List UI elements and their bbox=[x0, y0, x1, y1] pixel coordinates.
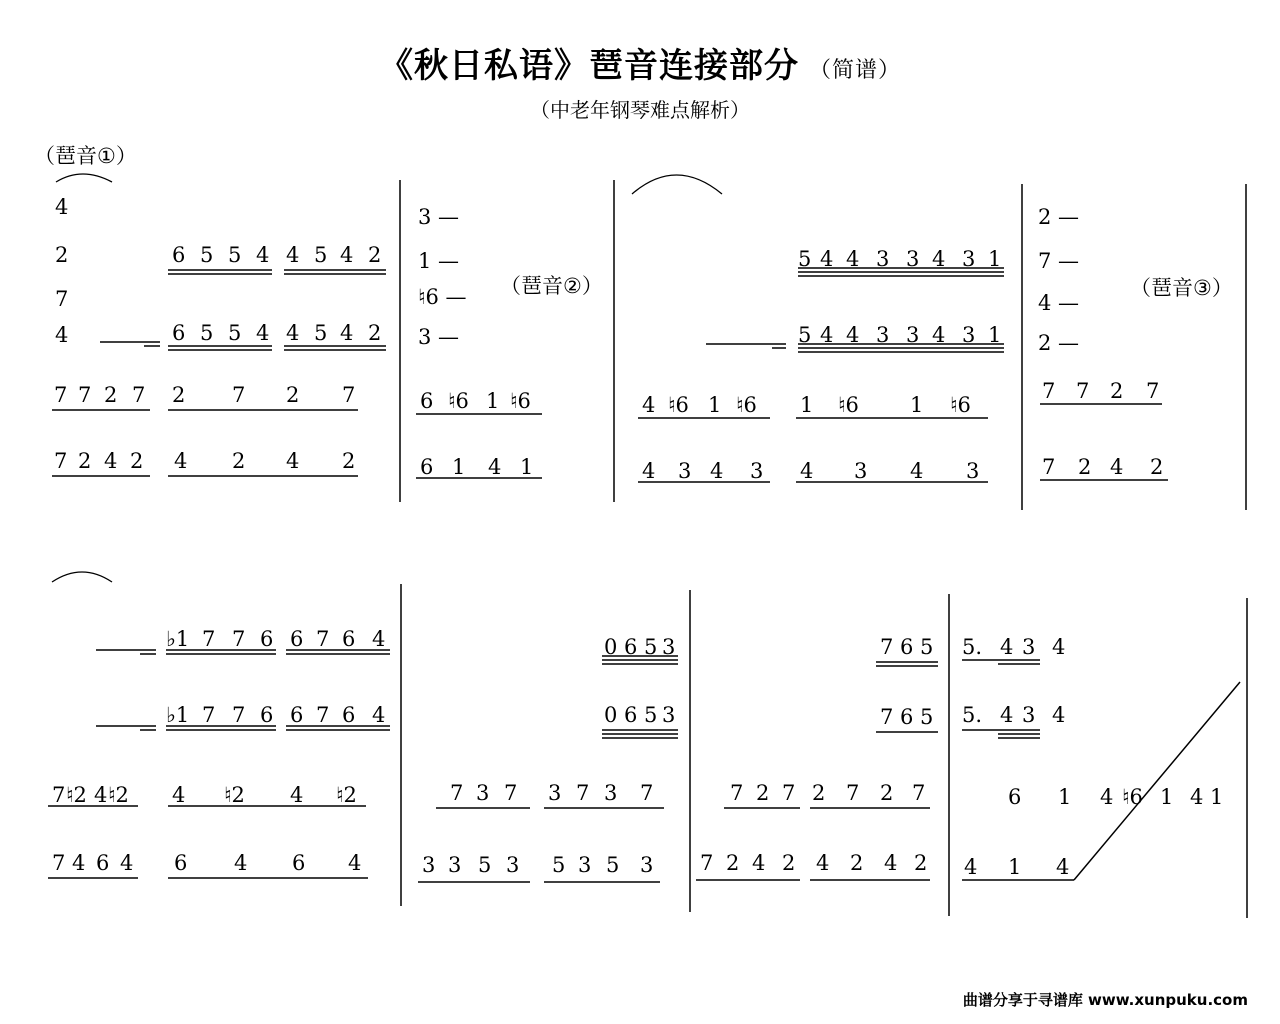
note-glyph: 1 bbox=[708, 393, 722, 417]
note-glyph: 3 bbox=[640, 853, 654, 877]
note-glyph: 3 bbox=[1022, 703, 1036, 727]
note-glyph: ♭1 bbox=[166, 627, 190, 651]
note-glyph: 3 bbox=[604, 781, 618, 805]
title-note: （简谱） bbox=[808, 58, 901, 83]
note-glyph: 7 bbox=[316, 627, 330, 651]
note-glyph: 1 bbox=[1058, 785, 1072, 809]
note-glyph: 5 bbox=[644, 635, 658, 659]
note-glyph: ♮6 bbox=[668, 393, 689, 417]
note-glyph: 3 bbox=[662, 703, 676, 727]
note-glyph: 4 bbox=[55, 195, 69, 219]
note-glyph: 2 bbox=[172, 383, 186, 407]
note-glyph: 3 bbox=[662, 635, 676, 659]
note-glyph: 4 bbox=[286, 243, 300, 267]
note-glyph: 5 bbox=[314, 243, 328, 267]
note-glyph: 3 — bbox=[418, 325, 460, 349]
note-glyph: 4 bbox=[172, 783, 186, 807]
note-glyph: 5 bbox=[920, 705, 934, 729]
note-glyph: 3 bbox=[578, 853, 592, 877]
note-glyph: 4 bbox=[348, 851, 362, 875]
note-glyphs bbox=[52, 195, 1223, 879]
note-glyph: 1 bbox=[1008, 855, 1022, 879]
note-glyph: 3 bbox=[750, 459, 764, 483]
note-glyph: 5 bbox=[798, 247, 812, 271]
slur bbox=[56, 174, 112, 182]
note-glyph: 5 bbox=[478, 853, 492, 877]
note-glyph: 3 — bbox=[418, 205, 460, 229]
note-glyph: 7 bbox=[342, 383, 356, 407]
note-glyph: 5 bbox=[200, 321, 214, 345]
note-glyph: 6 bbox=[420, 455, 434, 479]
slurs bbox=[52, 174, 722, 582]
note-glyph: 4 bbox=[710, 459, 724, 483]
note-glyph: 6 bbox=[290, 627, 304, 651]
note-glyph: 2 — bbox=[1038, 205, 1080, 229]
note-glyph: 1 bbox=[452, 455, 466, 479]
slur bbox=[52, 572, 112, 582]
section-label-arpeggio-2: （琶音②） bbox=[500, 274, 603, 298]
page-subtitle: （中老年钢琴难点解析） bbox=[530, 98, 750, 122]
note-glyph: 6 bbox=[900, 705, 914, 729]
note-glyph: 6 bbox=[292, 851, 306, 875]
note-glyph: 3 bbox=[876, 323, 890, 347]
note-glyph: 7 bbox=[912, 781, 926, 805]
note-glyph: 4 bbox=[820, 323, 834, 347]
note-glyph: 1 bbox=[910, 393, 924, 417]
note-glyph: 7 bbox=[54, 449, 68, 473]
note-glyph: 7 — bbox=[1038, 249, 1080, 273]
note-glyph: 6 bbox=[260, 627, 274, 651]
note-glyph: 3 bbox=[906, 247, 920, 271]
note-glyph: 4 bbox=[1052, 703, 1066, 727]
note-glyph: 4 bbox=[1052, 635, 1066, 659]
note-glyph: 4 bbox=[256, 243, 270, 267]
note-glyph: 7 bbox=[78, 383, 92, 407]
note-glyph: ♮6 bbox=[510, 389, 531, 413]
note-glyph: 4 bbox=[1000, 635, 1014, 659]
note-glyph: 7 bbox=[700, 851, 714, 875]
note-glyph: 2 bbox=[756, 781, 770, 805]
note-glyph: 4 bbox=[800, 459, 814, 483]
note-glyph: 3 bbox=[962, 323, 976, 347]
note-glyph: 2 bbox=[812, 781, 826, 805]
note-glyph: 6 bbox=[174, 851, 188, 875]
note-glyph: 4 bbox=[174, 449, 188, 473]
note-glyph: 1 bbox=[520, 455, 534, 479]
note-glyph: 5. bbox=[962, 635, 983, 659]
note-glyph: 5 bbox=[798, 323, 812, 347]
note-glyph: 7 bbox=[232, 383, 246, 407]
note-glyph: 4 bbox=[846, 323, 860, 347]
note-glyph: 5 bbox=[552, 853, 566, 877]
slur bbox=[632, 175, 722, 194]
note-glyph: ♮2 bbox=[108, 783, 129, 807]
note-glyph: 7 bbox=[846, 781, 860, 805]
note-glyph: 4 bbox=[932, 247, 946, 271]
note-glyph: 4 bbox=[55, 323, 69, 347]
note-glyph: 4 bbox=[910, 459, 924, 483]
note-glyph: 4 bbox=[642, 393, 656, 417]
note-glyph: 2 bbox=[286, 383, 300, 407]
note-glyph: 2 bbox=[342, 449, 356, 473]
note-glyph: 4 — bbox=[1038, 291, 1080, 315]
note-glyph: 6 bbox=[290, 703, 304, 727]
note-glyph: 4 bbox=[932, 323, 946, 347]
note-glyph: 1 bbox=[988, 323, 1002, 347]
note-glyph: 2 bbox=[850, 851, 864, 875]
note-glyph: 3 bbox=[962, 247, 976, 271]
note-glyph: 7 bbox=[52, 783, 66, 807]
note-glyph: 6 bbox=[342, 627, 356, 651]
note-glyph: 5. bbox=[962, 703, 983, 727]
note-glyph: 4 bbox=[290, 783, 304, 807]
note-glyph: 5 bbox=[644, 703, 658, 727]
note-glyph: 1 bbox=[800, 393, 814, 417]
note-glyph: 3 bbox=[548, 781, 562, 805]
note-glyph: ♮6 — bbox=[418, 285, 467, 309]
note-glyph: 4 bbox=[256, 321, 270, 345]
note-glyph: 3 bbox=[506, 853, 520, 877]
note-glyph: 7 bbox=[232, 627, 246, 651]
note-glyph: 7 bbox=[730, 781, 744, 805]
note-glyph: 2 bbox=[1078, 455, 1092, 479]
note-glyph: ♮6 bbox=[950, 393, 971, 417]
note-glyph: 4 bbox=[1110, 455, 1124, 479]
note-glyph: 4 bbox=[1056, 855, 1070, 879]
note-glyph: ♮2 bbox=[336, 783, 357, 807]
note-glyph: 7 bbox=[316, 703, 330, 727]
note-glyph: 0 bbox=[604, 635, 618, 659]
note-glyph: ♮6 bbox=[448, 389, 469, 413]
note-glyph: 4 bbox=[234, 851, 248, 875]
note-glyph: 2 bbox=[78, 449, 92, 473]
note-glyph: 6 bbox=[900, 635, 914, 659]
note-glyph: 6 bbox=[420, 389, 434, 413]
note-glyph: 6 bbox=[172, 243, 186, 267]
note-glyph: 7 bbox=[782, 781, 796, 805]
section-label-arpeggio-3: （琶音③） bbox=[1130, 276, 1233, 300]
note-glyph: 7 bbox=[1076, 379, 1090, 403]
note-glyph: ♭1 bbox=[166, 703, 190, 727]
note-glyph: 4 bbox=[340, 243, 354, 267]
note-glyph: 4 bbox=[340, 321, 354, 345]
note-glyph: 3 bbox=[476, 781, 490, 805]
note-glyph: 7 bbox=[1042, 455, 1056, 479]
note-glyph: 2 bbox=[104, 383, 118, 407]
note-glyph: 1 bbox=[486, 389, 500, 413]
note-glyph: 7 bbox=[640, 781, 654, 805]
note-glyph: 4 bbox=[1190, 785, 1204, 809]
note-glyph: 5 bbox=[200, 243, 214, 267]
title-main: 《秋日私语》琶音连接部分 bbox=[378, 46, 799, 86]
note-glyph: 2 bbox=[130, 449, 144, 473]
note-glyph: 5 bbox=[228, 243, 242, 267]
note-glyph: 4 bbox=[488, 455, 502, 479]
note-glyph: 7 bbox=[1146, 379, 1160, 403]
note-glyph: 2 bbox=[782, 851, 796, 875]
note-glyph: 2 bbox=[232, 449, 246, 473]
note-glyph: 3 bbox=[966, 459, 980, 483]
note-glyph: 4 bbox=[104, 449, 118, 473]
note-glyph: ♮2 bbox=[224, 783, 245, 807]
note-glyph: 6 bbox=[624, 635, 638, 659]
note-glyph: 7 bbox=[132, 383, 146, 407]
note-glyph: 1 — bbox=[418, 249, 460, 273]
note-glyph: 4 bbox=[816, 851, 830, 875]
note-glyph: ♮2 bbox=[66, 783, 87, 807]
note-glyph: 5 bbox=[314, 321, 328, 345]
note-glyph: 6 bbox=[342, 703, 356, 727]
note-glyph: 4 bbox=[1100, 785, 1114, 809]
section-label-arpeggio-1: （琶音①） bbox=[34, 144, 137, 168]
note-glyph: 3 bbox=[678, 459, 692, 483]
note-glyph: 4 bbox=[752, 851, 766, 875]
note-glyph: 7 bbox=[880, 705, 894, 729]
footer-credit: 曲谱分享于寻谱库 www.xunpuku.com bbox=[962, 991, 1248, 1009]
note-glyph: 4 bbox=[820, 247, 834, 271]
note-glyph: 1 bbox=[988, 247, 1002, 271]
note-glyph: 4 bbox=[1000, 703, 1014, 727]
note-glyph: 3 bbox=[854, 459, 868, 483]
note-glyph: 7 bbox=[54, 383, 68, 407]
note-glyph: 2 bbox=[1150, 455, 1164, 479]
note-glyph: ♮6 bbox=[736, 393, 757, 417]
note-glyph: 4 bbox=[884, 851, 898, 875]
note-glyph: 6 bbox=[1008, 785, 1022, 809]
note-glyph: 2 bbox=[368, 321, 382, 345]
note-glyph: 7 bbox=[52, 851, 66, 875]
note-glyph: 7 bbox=[576, 781, 590, 805]
note-glyph: 1 bbox=[1210, 785, 1224, 809]
note-glyph: 7 bbox=[504, 781, 518, 805]
note-glyph: 5 bbox=[228, 321, 242, 345]
note-glyph: 4 bbox=[72, 851, 86, 875]
note-glyph: ♮6 bbox=[1122, 785, 1143, 809]
note-glyph: 4 bbox=[372, 627, 386, 651]
note-glyph: 7 bbox=[202, 703, 216, 727]
note-glyph: 5 bbox=[920, 635, 934, 659]
note-glyph: ♮6 bbox=[838, 393, 859, 417]
note-glyph: 6 bbox=[260, 703, 274, 727]
note-glyph: 4 bbox=[286, 321, 300, 345]
note-glyph: 6 bbox=[96, 851, 110, 875]
note-glyph: 7 bbox=[880, 635, 894, 659]
note-glyph: 7 bbox=[202, 627, 216, 651]
note-glyph: 5 bbox=[606, 853, 620, 877]
note-glyph: 4 bbox=[964, 855, 978, 879]
note-glyph: 7 bbox=[450, 781, 464, 805]
note-glyph: 4 bbox=[94, 783, 108, 807]
note-glyph: 2 bbox=[368, 243, 382, 267]
note-glyph: 3 bbox=[448, 853, 462, 877]
note-glyph: 3 bbox=[876, 247, 890, 271]
note-glyph: 2 bbox=[880, 781, 894, 805]
note-glyph: 2 — bbox=[1038, 331, 1080, 355]
note-glyph: 6 bbox=[624, 703, 638, 727]
note-glyph: 2 bbox=[55, 243, 69, 267]
note-glyph: 3 bbox=[906, 323, 920, 347]
note-glyph: 4 bbox=[120, 851, 134, 875]
note-glyph: 4 bbox=[642, 459, 656, 483]
note-glyph: 4 bbox=[372, 703, 386, 727]
note-glyph: 2 bbox=[914, 851, 928, 875]
note-glyph: 4 bbox=[286, 449, 300, 473]
note-glyph: 2 bbox=[726, 851, 740, 875]
note-glyph: 7 bbox=[232, 703, 246, 727]
note-glyph: 1 bbox=[1160, 785, 1174, 809]
note-glyph: 4 bbox=[846, 247, 860, 271]
note-glyph: 6 bbox=[172, 321, 186, 345]
note-glyph: 0 bbox=[604, 703, 618, 727]
note-glyph: 3 bbox=[422, 853, 436, 877]
note-glyph: 7 bbox=[1042, 379, 1056, 403]
note-glyph: 7 bbox=[55, 287, 69, 311]
note-glyph: 3 bbox=[1022, 635, 1036, 659]
note-glyph: 2 bbox=[1110, 379, 1124, 403]
